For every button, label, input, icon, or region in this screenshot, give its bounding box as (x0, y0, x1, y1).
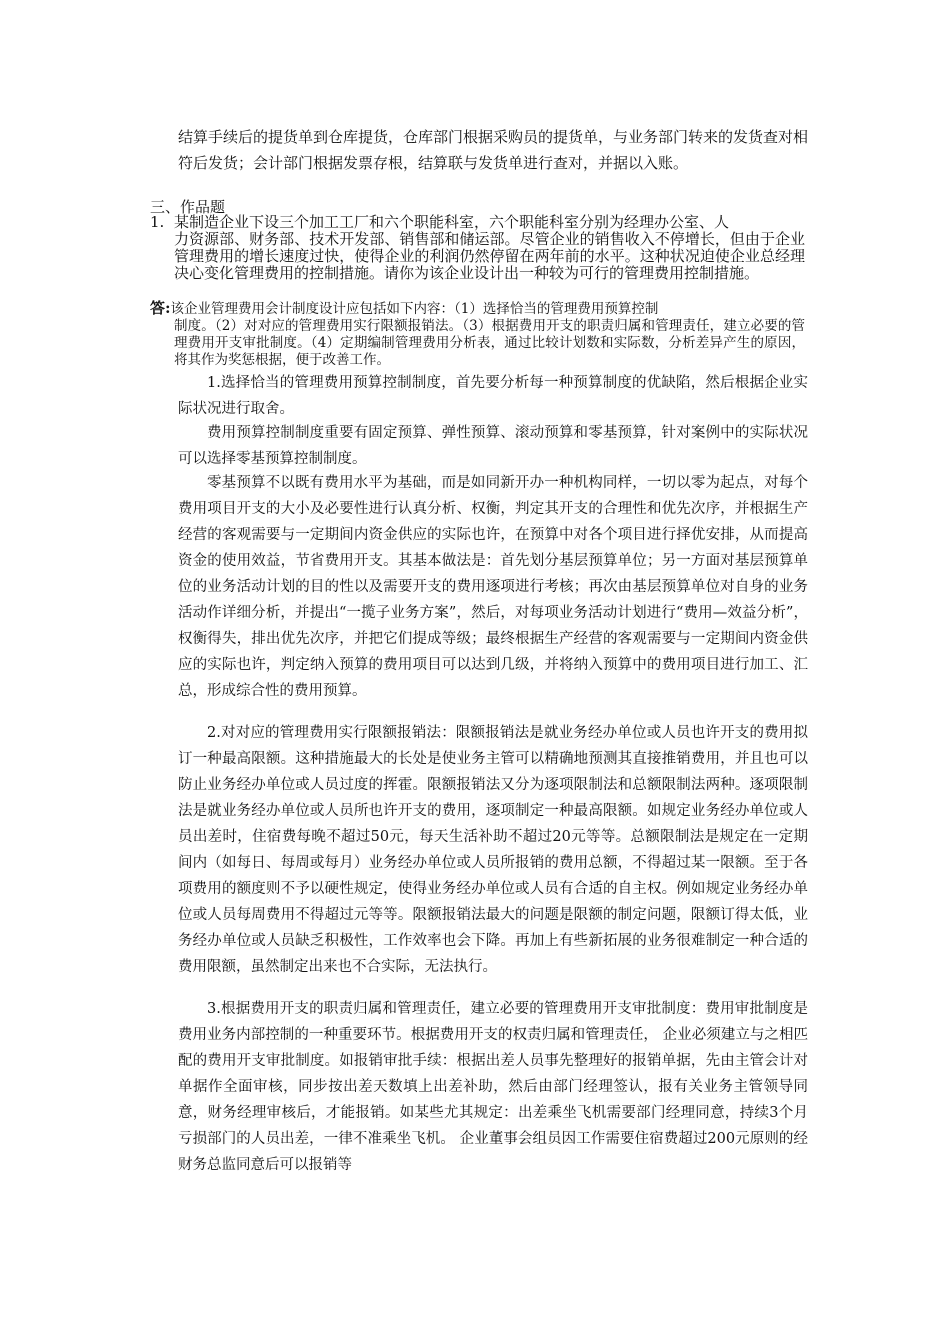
paragraph-budget-types: 费用预算控制制度重要有固定预算、弹性预算、滚动预算和零基预算，针对案例中的实际状况可以选择零基预算控制制度。 (178, 425, 808, 467)
paragraph-budget-choice: 1.选择恰当的管理费用预算控制制度，首先要分析每一种预算制度的优缺陷，然后根据企业实际状况进行取舍。 (178, 375, 808, 417)
question-body: 力资源部、财务部、技术开发部、销售部和储运部。尽管企业的销售收入不停增长，但由于企业管理费用的增长速度过快，使得企业的利润仍然停留在两年前的水平。这种状况迫使企业总经理决心变化管理费用的控制措施。请你为该企业设计出一种较为可行的管理费用控制措施。 (174, 230, 805, 282)
section-title: 三、作品题 (150, 198, 226, 216)
question-line-1: 某制造企业下设三个加工工厂和六个职能科室，六个职能科室分别为经理办公室、人 (174, 213, 730, 231)
continuation-paragraph: 结算手续后的提货单到仓库提货，仓库部门根据采购员的提货单，与业务部门转来的发货查对相符后发货；会计部门根据发票存根，结算联与发货单进行查对，并据以入账。 (178, 128, 809, 172)
paragraph-limit-reimbursement: 2.对对应的管理费用实行限额报销法：限额报销法是就业务经办单位或人员也许开支的费用拟订一种最高限额。这种措施最大的长处是使业务主管可以精确地预测其直接推销费用，并且也可以防止业务经办单位或人员过度的挥霍。限额报销法又分为逐项限制法和总额限制法两种。逐项限制法是就业务经办单位或人员所也许开支的费用，逐项制定一种最高限额。如规定业务经办单位或人员出差时，住宿费每晚不超过50元，每天生活补助不超过20元等等。总额限制法是规定在一定期间内（如每日、每周或每月）业务经办单位或人员所报销的费用总额，不得超过某一限额。至于各项费用的额度则不予以硬性规定，使得业务经办单位或人员有合适的自主权。例如规定业务经办单位或人员每周费用不得超过元等等。限额报销法最大的问题是限额的制定问题，限额订得太低，业务经办单位或人员缺乏积极性，工作效率也会下降。再加上有些新拓展的业务很难制定一种合适的费用限额，虽然制定出来也不合实际，无法执行。 (178, 725, 808, 975)
paragraph-zero-based-budget: 零基预算不以既有费用水平为基础，而是如同新开办一种机构同样，一切以零为起点，对每个费用项目开支的大小及必要性进行认真分析、权衡，判定其开支的合理性和优先次序，并根据生产经营的客观需要与一定期间内资金供应的实际也许，在预算中对各个项目进行择优安排，从而提高资金的使用效益，节省费用开支。其基本做法是：首先划分基层预算单位；另一方面对基层预算单位的业务活动计划的目的性以及需要开支的费用逐项进行考核；再次由基层预算单位对自身的业务活动作详细分析，并提出“一揽子业务方案”，然后，对每项业务活动计划进行“费用—效益分析”，权衡得失，排出优先次序，并把它们提成等级；最终根据生产经营的客观需要与一定期间内资金供应的实际也许，判定纳入预算的费用项目可以达到几级，并将纳入预算中的费用项目进行加工、汇总，形成综合性的费用预算。 (178, 475, 808, 699)
answer-block (150, 300, 805, 369)
question-number: 1. (150, 213, 165, 231)
question-1 (150, 214, 805, 282)
answer-line-1: 该企业管理费用会计制度设计应包括如下内容：（1）选择恰当的管理费用预算控制 (170, 301, 659, 317)
answer-body: 制度。（2）对对应的管理费用实行限额报销法。（3）根据费用开支的职责归属和管理责任，建立必要的管理费用开支审批制度。（4）定期编制管理费用分析表，通过比较计划数和实际数，分析差异产生的原因，将其作为奖惩根据，便于改善工作。 (174, 318, 805, 368)
answer-label: 答: (150, 299, 171, 317)
paragraph-approval-system: 3.根据费用开支的职责归属和管理责任，建立必要的管理费用开支审批制度：费用审批制度是费用业务内部控制的一种重要环节。根据费用开支的权责归属和管理责任， 企业必须建立与之相匹配的费用开支审批制度。如报销审批手续：根据出差人员事先整理好的报销单据，先由主管会计对单据作全面审核，同步按出差天数填上出差补助，然后由部门经理签认，报有关业务主管领导同意，财务经理审核后，才能报销。如某些尤其规定：出差乘坐飞机需要部门经理同意，持续3个月亏损部门的人员出差，一律不准乘坐飞机。 企业董事会组员因工作需要住宿费超过200元原则的经财务总监同意后可以报销等 (178, 1001, 808, 1173)
